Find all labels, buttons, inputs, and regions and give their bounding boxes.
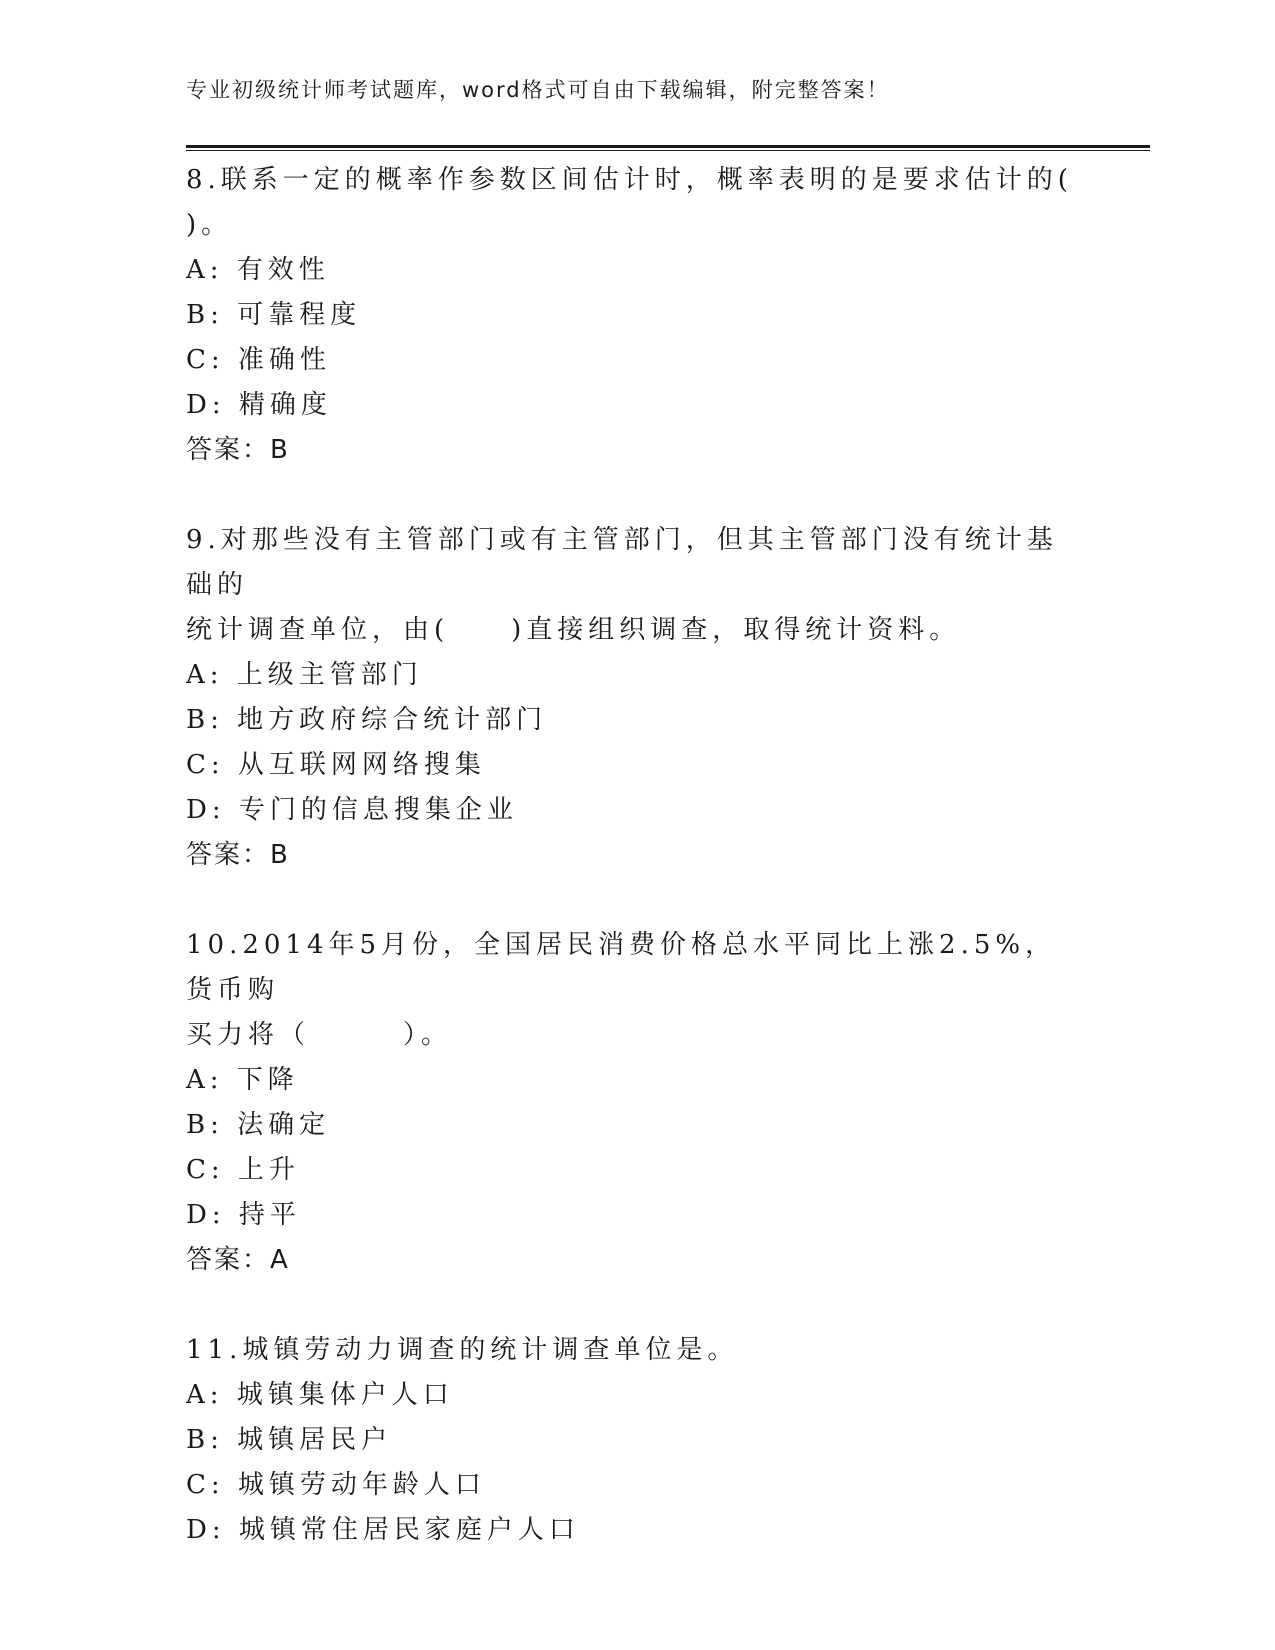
answer-line: 答案：B — [186, 840, 290, 870]
option-d: D: 城镇常住居民家庭户人口 — [186, 1515, 580, 1545]
question-stem-line: 买力将（ ）。 — [186, 1020, 453, 1050]
option-b: B: 可靠程度 — [186, 300, 362, 330]
question-spacer — [186, 473, 1086, 518]
document-header-note: 专业初级统计师考试题库，word格式可自由下载编辑，附完整答案！ — [186, 78, 890, 102]
option-b: B: 法确定 — [186, 1110, 331, 1140]
option-b: B: 地方政府综合统计部门 — [186, 705, 548, 735]
option-b: B: 城镇居民户 — [186, 1425, 393, 1455]
question-stem-line: 8.联系一定的概率作参数区间估计时，概率表明的是要求估计的( — [186, 165, 1073, 195]
question-stem-line: 统计调查单位，由( )直接组织调查，取得统计资料。 — [186, 615, 961, 645]
header-rule-thick — [186, 145, 1150, 148]
option-a: A: 上级主管部门 — [186, 660, 423, 690]
question-list — [186, 158, 1086, 1553]
option-d: D: 专门的信息搜集企业 — [186, 795, 518, 825]
question-10 — [186, 923, 1086, 1283]
question-stem-line: )。 — [186, 210, 233, 240]
option-c: C: 上升 — [186, 1155, 300, 1185]
option-c: C: 准确性 — [186, 345, 331, 375]
option-a: A: 城镇集体户人口 — [186, 1380, 454, 1410]
question-stem-line: 11.城镇劳动力调查的统计调查单位是。 — [186, 1335, 739, 1365]
option-c: C: 城镇劳动年龄人口 — [186, 1470, 486, 1500]
answer-line: 答案：A — [186, 1245, 290, 1275]
question-stem — [186, 158, 1086, 248]
option-d: D: 持平 — [186, 1200, 301, 1230]
question-spacer — [186, 878, 1086, 923]
question-stem — [186, 518, 1086, 653]
option-d: D: 精确度 — [186, 390, 332, 420]
question-8 — [186, 158, 1086, 473]
option-a: A: 有效性 — [186, 255, 330, 285]
question-stem-line: 10.2014年5月份，全国居民消费价格总水平同比上涨2.5%，货币购 — [186, 930, 1057, 1005]
question-9 — [186, 518, 1086, 878]
option-c: C: 从互联网网络搜集 — [186, 750, 486, 780]
option-a: A: 下降 — [186, 1065, 299, 1095]
question-spacer — [186, 1283, 1086, 1328]
answer-line: 答案：B — [186, 435, 290, 465]
question-stem — [186, 923, 1086, 1058]
question-11 — [186, 1328, 1086, 1553]
header-rule-thin — [186, 150, 1150, 151]
question-stem — [186, 1328, 1086, 1373]
question-stem-line: 9.对那些没有主管部门或有主管部门，但其主管部门没有统计基础的 — [186, 525, 1058, 600]
